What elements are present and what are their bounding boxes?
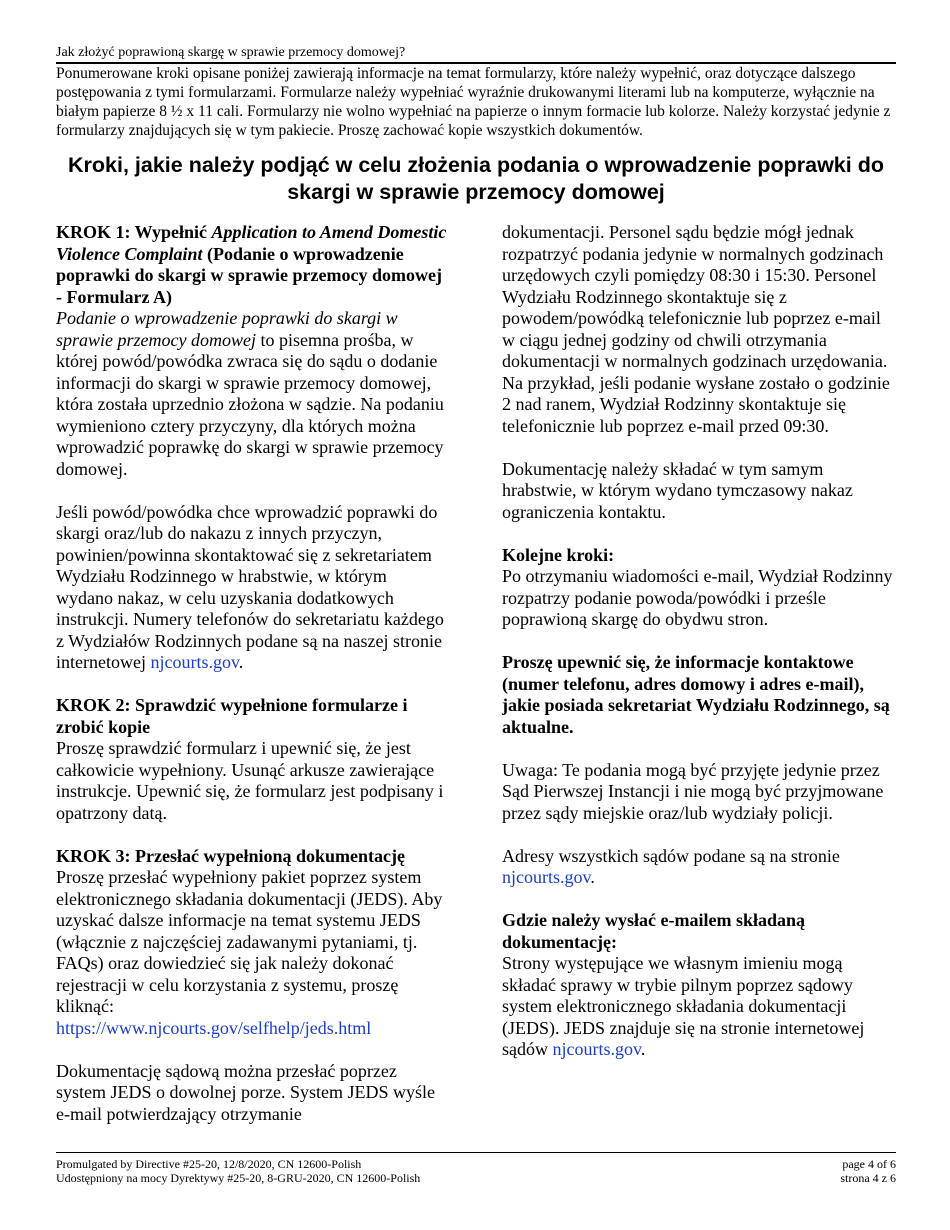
njcourts-link-1[interactable]: njcourts.gov: [150, 652, 239, 672]
step1-form-name: Application to Amend Domestic Violence Complaint: [56, 222, 447, 264]
email-body: Strony występujące we własnym imieniu mogą składać sprawy w trybie pilnym poprzez sądowy system elektronicznego składania dokumentacji (JEDS). JEDS znajduje się na stronie internetowej sądów njcourts.gov.: [502, 953, 865, 1059]
step2-heading: KROK 2: Sprawdzić wypełnione formularze i zrobić kopie: [56, 695, 408, 737]
footer-udostepniony: Udostępniony na mocy Dyrektywy #25-20, 8-GRU-2020, CN 12600-Polish: [56, 1171, 421, 1185]
step1-prefix: KROK 1: Wypełnić: [56, 222, 212, 242]
page-number-pl: strona 4 z 6: [840, 1171, 896, 1185]
step1-heading: [56, 222, 448, 308]
note-paragraph: Uwaga: Te podania mogą być przyjęte jedynie przez Sąd Pierwszej Instancji i nie mogą być przyjmowane przez sądy miejskie oraz/lub wydziały policji.: [502, 759, 884, 823]
header-question: Jak złożyć poprawioną skargę w sprawie przemocy domowej?: [56, 45, 406, 60]
step3-body: Proszę przesłać wypełniony pakiet poprzez system elektronicznego składania dokumentacji (JEDS). Aby uzyskać dalsze informacje na temat systemu JEDS (włącznie z najczęściej zadawanymi pytaniami, tj. FAQs) oraz dowiedzieć się jak należy dokonać rejestracji w celu korzystania z systemu, proszę kliknąć:: [56, 867, 443, 1016]
step2-body: Proszę sprawdzić formularz i upewnić się, że jest całkowicie wypełniony. Usunąć arkusze zawierające instrukcje. Upewnić się, że formularz jest podpisany i opatrzony datą.: [56, 738, 444, 823]
contact-text: Jeśli powód/powódka chce wprowadzić poprawki do skargi oraz/lub do nakazu z innych przyczyn, powinien/powinna skontaktować się z sekretariatem Wydziału Rodzinnego w hrabstwie, w którym wydano nakaz, w celu uzyskania dodatkowych instrukcji. Numery telefonów do sekretariatu każdego z Wydziałów Rodzinnych podane są na naszej stronie internetowej: [56, 501, 444, 672]
page-title: Kroki, jakie należy podjąć w celu złożenia podania o wprowadzenie poprawki do skargi w sprawie przemocy domowej: [68, 153, 884, 204]
email-body-text: Strony występujące we własnym imieniu mogą składać sprawy w trybie pilnym poprzez sądowy system elektronicznego składania dokumentacji (JEDS). JEDS znajduje się na stronie internetowej sądów: [502, 953, 865, 1059]
jeds-anytime-paragraph: Dokumentację sądową można przesłać poprzez system JEDS o dowolnej porze. System JEDS wyśle e-mail potwierdzający otrzymanie: [56, 1060, 435, 1124]
footer-left: [56, 1157, 420, 1185]
next-steps-body: Po otrzymaniu wiadomości e-mail, Wydział Rodzinny rozpatrzy podanie powoda/powódki i prześle poprawioną skargę do obydwu stron.: [502, 566, 893, 629]
document-page: [56, 0, 896, 1230]
next-steps-heading: Kolejne kroki:: [502, 544, 615, 565]
addresses-paragraph: Adresy wszystkich sądów podane są na stronie njcourts.gov.: [502, 845, 840, 887]
contact-paragraph: Jeśli powód/powódka chce wprowadzić poprawki do skargi oraz/lub do nakazu z innych przyczyn, powinien/powinna skontaktować się z sekretariatem Wydziału Rodzinnego w hrabstwie, w którym wydano nakaz, w celu uzyskania dodatkowych instrukcji. Numery telefonów do sekretariatu każdego z Wydziałów Rodzinnych podane są na naszej stronie internetowej njcourts.gov.: [56, 501, 444, 672]
step3-heading: KROK 3: Przesłać wypełnioną dokumentację: [56, 845, 405, 866]
njcourts-link-2[interactable]: njcourts.gov: [502, 867, 591, 887]
jeds-link[interactable]: https://www.njcourts.gov/selfhelp/jeds.html: [56, 1017, 372, 1038]
addresses-text: Adresy wszystkich sądów podane są na stronie: [502, 845, 840, 866]
footer-right: [840, 1157, 896, 1185]
contact-info-notice: Proszę upewnić się, że informacje kontaktowe (numer telefonu, adres domowy i adres e-mail), jakie posiada sekretariat Wydziału Rodzinnego, są aktualne.: [502, 652, 890, 737]
njcourts-link-3[interactable]: njcourts.gov: [552, 1039, 641, 1059]
page-number-en: page 4 of 6: [842, 1157, 896, 1171]
step1-body-text: to pisemna prośba, w której powód/powódka zwraca się do sądu o dodanie informacji do skargi w sprawie przemocy domowej, która została uprzednio złożona w sądzie. Na podaniu wymieniono cztery przyczyny, dla których można wprowadzić poprawkę do skargi w sprawie przemocy domowej.: [56, 329, 444, 479]
footer-divider: [56, 1152, 896, 1153]
footer-promulgated: Promulgated by Directive #25-20, 12/8/2020, CN 12600-Polish: [56, 1157, 362, 1171]
same-county-paragraph: Dokumentację należy składać w tym samym hrabstwie, w którym wydano tymczasowy nakaz ograniczenia kontaktu.: [502, 458, 853, 522]
step1-body-italic: Podanie o wprowadzenie poprawki do skargi w sprawie przemocy domowej: [56, 308, 398, 350]
email-heading: Gdzie należy wysłać e-mailem składaną dokumentację:: [502, 910, 805, 952]
left-column: [56, 222, 448, 1125]
step3-link-line: [56, 1018, 448, 1040]
step1-body: [56, 308, 448, 480]
right-column: [502, 222, 896, 1082]
step1-suffix: (Podanie o wprowadzenie poprawki do skargi w sprawie przemocy domowej - Formularz A): [56, 243, 442, 307]
continuation-paragraph: dokumentacji. Personel sądu będzie mógł jednak rozpatrzyć podania jedynie w normalnych godzinach urzędowych czyli pomiędzy 08:30 i 15:30. Personel Wydziału Rodzinnego skontaktuje się z powodem/powódką telefonicznie lub poprzez e-mail w ciągu jednej godziny od chwili otrzymania dokumentacji w normalnych godzinach urzędowania. Na przykład, jeśli podanie wysłane zostało o godzinie 2 nad ranem, Wydział Rodzinny skontaktuje się telefonicznie lub poprzez e-mail przed 09:30.: [502, 222, 890, 436]
intro-paragraph: Ponumerowane kroki opisane poniżej zawierają informacje na temat formularzy, które należy wypełnić, oraz dotyczące dalszego postępowania z tymi formularzami. Formularze należy wypełniać wyraźnie drukowanymi literami lub na komputerze, wyłącznie na białym papierze 8 ½ x 11 cali. Formularzy nie wolno wypełniać na papierze o innym formacie lub kolorze. Należy korzystać jedynie z formularzy znajdujących się w tym pakiecie. Proszę zachować kopie wszystkich dokumentów.: [56, 65, 891, 139]
